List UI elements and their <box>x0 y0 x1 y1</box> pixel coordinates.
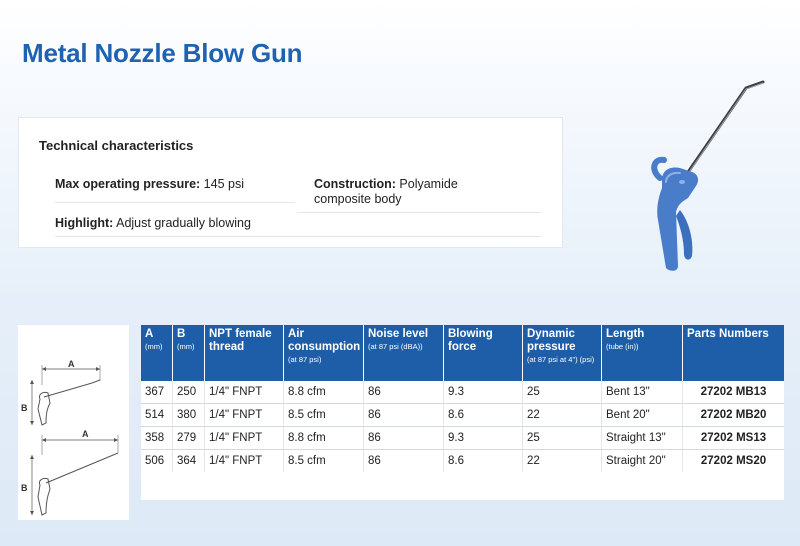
dimension-diagram-drawing <box>18 325 129 520</box>
cell-blowing-force: 8.6 <box>444 404 523 427</box>
dimension-a-label: A <box>82 429 89 439</box>
cell-length: Straight 20" <box>602 450 683 472</box>
cell-dynamic-pressure: 25 <box>523 381 602 404</box>
cell-b: 364 <box>173 450 205 472</box>
cell-dynamic-pressure: 25 <box>523 427 602 450</box>
specifications-table-panel <box>141 325 784 500</box>
cell-air-consumption: 8.5 cfm <box>284 404 364 427</box>
cell-air-consumption: 8.8 cfm <box>284 427 364 450</box>
divider <box>297 212 541 213</box>
cell-a: 506 <box>141 450 173 472</box>
cell-b: 250 <box>173 381 205 404</box>
cell-noise-level: 86 <box>364 381 444 404</box>
cell-dynamic-pressure: 22 <box>523 450 602 472</box>
column-header-dynamic-pressure: Dynamic pressure (at 87 psi at 4") (psi) <box>523 325 602 381</box>
max-pressure-value: 145 psi <box>200 177 244 191</box>
cell-b: 279 <box>173 427 205 450</box>
column-header-a: A (mm) <box>141 325 173 381</box>
dimension-b-label: B <box>21 403 28 413</box>
column-header-thread: NPT female thread <box>205 325 284 381</box>
cell-dynamic-pressure: 22 <box>523 404 602 427</box>
cell-thread: 1/4" FNPT <box>205 404 284 427</box>
cell-part-number: 27202 MB20 <box>683 404 784 427</box>
cell-a: 367 <box>141 381 173 404</box>
cell-thread: 1/4" FNPT <box>205 381 284 404</box>
highlight-label: Highlight: <box>55 216 114 230</box>
cell-blowing-force: 9.3 <box>444 381 523 404</box>
cell-a: 514 <box>141 404 173 427</box>
dimension-a-label: A <box>68 359 75 369</box>
tech-heading: Technical characteristics <box>39 138 194 153</box>
specifications-table <box>141 325 784 472</box>
max-pressure-label: Max operating pressure: <box>55 177 201 191</box>
technical-characteristics-panel <box>18 117 563 248</box>
table-row <box>141 427 784 450</box>
cell-length: Bent 20" <box>602 404 683 427</box>
cell-a: 358 <box>141 427 173 450</box>
cell-blowing-force: 9.3 <box>444 427 523 450</box>
highlight-spec <box>55 216 251 231</box>
divider <box>55 202 295 203</box>
cell-noise-level: 86 <box>364 450 444 472</box>
cell-thread: 1/4" FNPT <box>205 427 284 450</box>
column-header-noise-level: Noise level (at 87 psi (dBA)) <box>364 325 444 381</box>
dimension-diagram <box>18 325 129 520</box>
page-title: Metal Nozzle Blow Gun <box>22 38 303 68</box>
table-row <box>141 404 784 427</box>
cell-b: 380 <box>173 404 205 427</box>
column-header-part-number: Parts Numbers <box>683 325 784 381</box>
table-row <box>141 381 784 404</box>
cell-length: Bent 13" <box>602 381 683 404</box>
cell-part-number: 27202 MS13 <box>683 427 784 450</box>
column-header-air-consumption: Air consumption (at 87 psi) <box>284 325 364 381</box>
cell-blowing-force: 8.6 <box>444 450 523 472</box>
cell-thread: 1/4" FNPT <box>205 450 284 472</box>
construction-label: Construction: <box>314 177 396 191</box>
dimension-b-label: B <box>21 483 28 493</box>
divider <box>55 236 541 237</box>
cell-noise-level: 86 <box>364 427 444 450</box>
highlight-value: Adjust gradually blowing <box>113 216 251 230</box>
table-row <box>141 450 784 472</box>
max-pressure-spec <box>55 177 244 192</box>
cell-air-consumption: 8.5 cfm <box>284 450 364 472</box>
cell-air-consumption: 8.8 cfm <box>284 381 364 404</box>
construction-value: Polyamide composite body <box>314 177 458 206</box>
cell-part-number: 27202 MS20 <box>700 455 767 467</box>
blow-gun-product-image <box>622 70 772 280</box>
column-header-blowing-force: Blowing force <box>444 325 523 381</box>
column-header-length: Length (tube (in)) <box>602 325 683 381</box>
construction-spec <box>314 177 514 207</box>
column-header-b: B (mm) <box>173 325 205 381</box>
cell-part-number: 27202 MB13 <box>683 381 784 404</box>
cell-noise-level: 86 <box>364 404 444 427</box>
table-header-row <box>141 325 784 381</box>
cell-length: Straight 13" <box>602 427 683 450</box>
